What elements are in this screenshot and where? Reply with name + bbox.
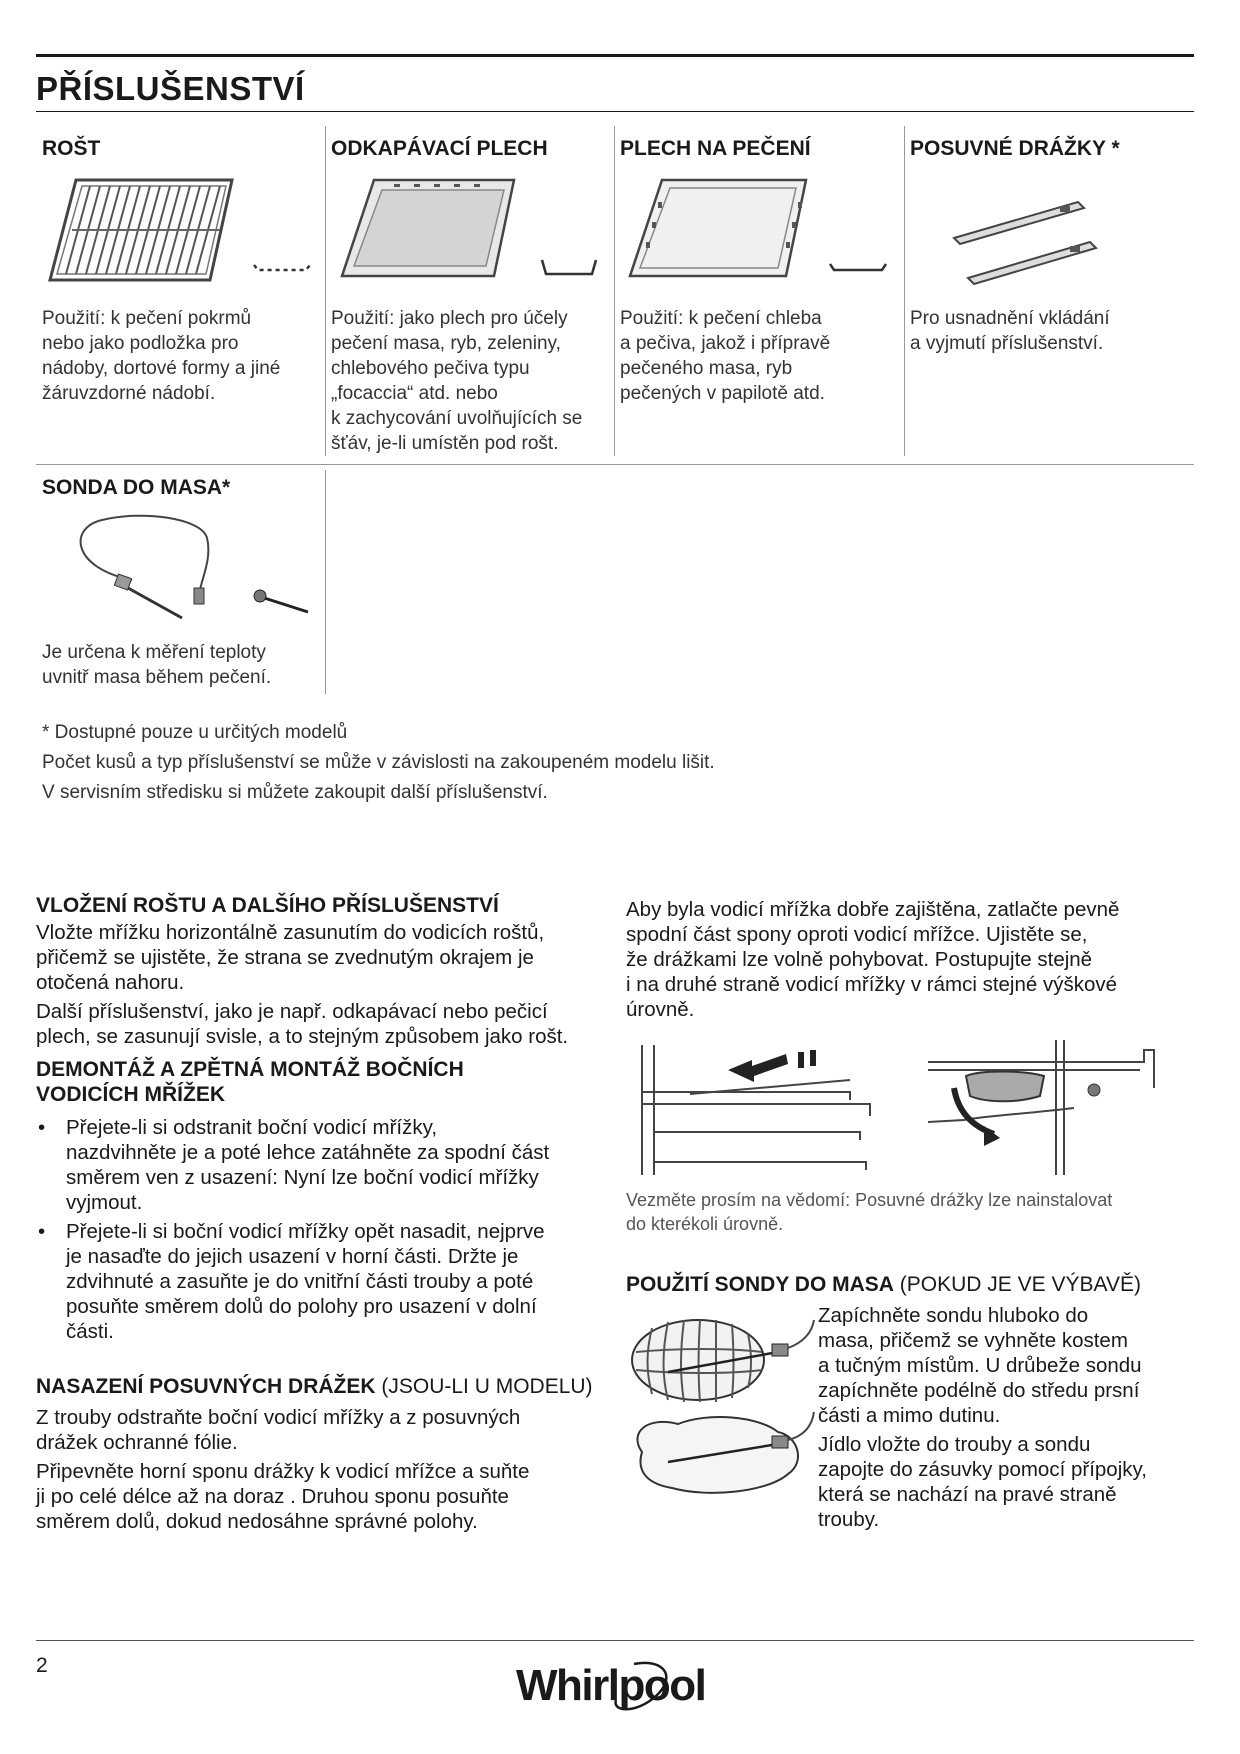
accessory-desc-probe: Je určena k měření teploty uvnitř masa během pečení. <box>42 642 272 688</box>
drip-tray-icon <box>334 172 604 284</box>
shelf-guide-removal-illustration <box>630 1040 880 1175</box>
demount-bullets <box>36 1115 606 1344</box>
slides-section-title: NASAZENÍ POSUVNÝCH DRÁŽEK (JSOU-LI U MODELU) <box>36 1375 593 1398</box>
column-divider <box>614 126 615 456</box>
note-availability: * Dostupné pouze u určitých modelů <box>42 722 348 743</box>
left-column <box>36 893 606 1534</box>
baking-tray-icon <box>622 172 892 284</box>
accessory-title-rack: ROŠT <box>42 137 101 160</box>
slide-clip-fitting-illustration <box>924 1040 1164 1175</box>
meat-probe-icon <box>62 508 312 628</box>
demount-section-title: DEMONTÁŽ A ZPĚTNÁ MONTÁŽ BOČNÍCH VODICÍCH MŘÍŽEK <box>36 1058 464 1106</box>
whirlpool-logo <box>516 1656 716 1716</box>
notes-block <box>42 718 715 808</box>
column-divider <box>325 126 326 456</box>
insert-section-title: VLOŽENÍ ROŠTU A DALŠÍHO PŘÍSLUŠENSTVÍ <box>36 894 499 917</box>
probe-in-meat-illustration <box>628 1312 818 1512</box>
probe-section-title: POUŽITÍ SONDY DO MASA (POKUD JE VE VÝBAVĚ) <box>626 1273 1141 1296</box>
demount-bullet-refit: • Přejete-li si boční vodicí mřížky opět nasadit, nejprve je nasaďte do jejich usazení v horní části. Držte je zdvihnuté a zasuňte je do vnitřní části trouby a poté posuňte směrem dolů do polohy pro usazení v dolní části. <box>36 1219 606 1344</box>
top-rule <box>36 54 1194 57</box>
accessory-desc-slides: Pro usnadnění vkládání a vyjmutí příslušenství. <box>910 308 1110 354</box>
slides-paragraph-2: Připevněte horní sponu drážky k vodicí mřížce a suňte ji po celé délce až na doraz . Druhou sponu posuňte směrem dolů, dokud nedosáhne správné polohy. <box>36 1460 530 1533</box>
demount-bullet-remove: • Přejete-li si odstranit boční vodicí mřížky, nazdvihněte je a poté lehce zatáhněte za spodní část směrem ven z usazení: Nyní lze boční vodicí mřížky vyjmout. <box>36 1115 606 1215</box>
column-divider <box>904 126 905 456</box>
insert-paragraph-1: Vložte mřížku horizontálně zasunutím do vodicích roštů, přičemž se ujistěte, že strana se zvednutým okrajem je otočená nahoru. <box>36 921 545 994</box>
accessory-title-probe: SONDA DO MASA* <box>42 476 231 499</box>
insert-paragraph-2: Další příslušenství, jako je např. odkapávací nebo pečicí plech, se zasunují svisle, a to stejným způsobem jako rošt. <box>36 1000 569 1048</box>
title-rule <box>36 111 1194 112</box>
slide-rails-icon <box>950 186 1100 286</box>
page-number: 2 <box>36 1654 48 1677</box>
note-service-center: V servisním středisku si můžete zakoupit další příslušenství. <box>42 782 548 803</box>
slide-levels-caption: Vezměte prosím na vědomí: Posuvné drážky lze nainstalovat do kterékoli úrovně. <box>626 1190 1113 1234</box>
row-divider <box>36 464 1194 465</box>
slides-paragraph-1: Z trouby odstraňte boční vodicí mřížky a z posuvných drážek ochranné fólie. <box>36 1406 521 1454</box>
accessory-desc-baking-tray: Použití: k pečení chleba a pečiva, jakož i přípravě pečeného masa, ryb pečených v papilotě atd. <box>620 308 831 404</box>
accessory-title-slides: POSUVNÉ DRÁŽKY * <box>910 137 1120 160</box>
wire-rack-icon <box>44 170 314 290</box>
probe-paragraph-2: Jídlo vložte do trouby a sondu zapojte do zásuvky pomocí přípojky, která se nachází na pravé straně trouby. <box>818 1433 1147 1531</box>
accessory-title-drip-tray: ODKAPÁVACÍ PLECH <box>331 137 548 160</box>
accessory-desc-drip-tray: Použití: jako plech pro účely pečení masa, ryb, zeleniny, chlebového pečiva typu „focaccia“ atd. nebo k zachycování uvolňujících se šťáv, je-li umístěn pod rošt. <box>331 308 583 454</box>
accessory-desc-rack: Použití: k pečení pokrmů nebo jako podložka pro nádoby, dortové formy a jiné žáruvzdorné nádobí. <box>42 308 281 404</box>
page-title: PŘÍSLUŠENSTVÍ <box>36 70 305 107</box>
note-model-variance: Počet kusů a typ příslušenství se může v závislosti na zakoupeném modelu lišit. <box>42 752 715 773</box>
accessory-title-baking-tray: PLECH NA PEČENÍ <box>620 137 811 160</box>
svg-text:Whirlpool: Whirlpool <box>516 1661 706 1710</box>
secure-paragraph: Aby byla vodicí mřížka dobře zajištěna, zatlačte pevně spodní část spony oproti vodicí mřížce. Ujistěte se, že drážkami lze volně pohybovat. Postupujte stejně i na druhé straně vodicí mřížky v rámci stejné výškové úrovně. <box>626 898 1120 1021</box>
column-divider <box>325 470 326 694</box>
probe-paragraph-1: Zapíchněte sondu hluboko do masa, přičemž se vyhněte kostem a tučným místům. U drůbeže sondu zapíchněte podélně do středu prsní části a mimo dutinu. <box>818 1304 1142 1427</box>
footer-rule <box>36 1640 1194 1641</box>
